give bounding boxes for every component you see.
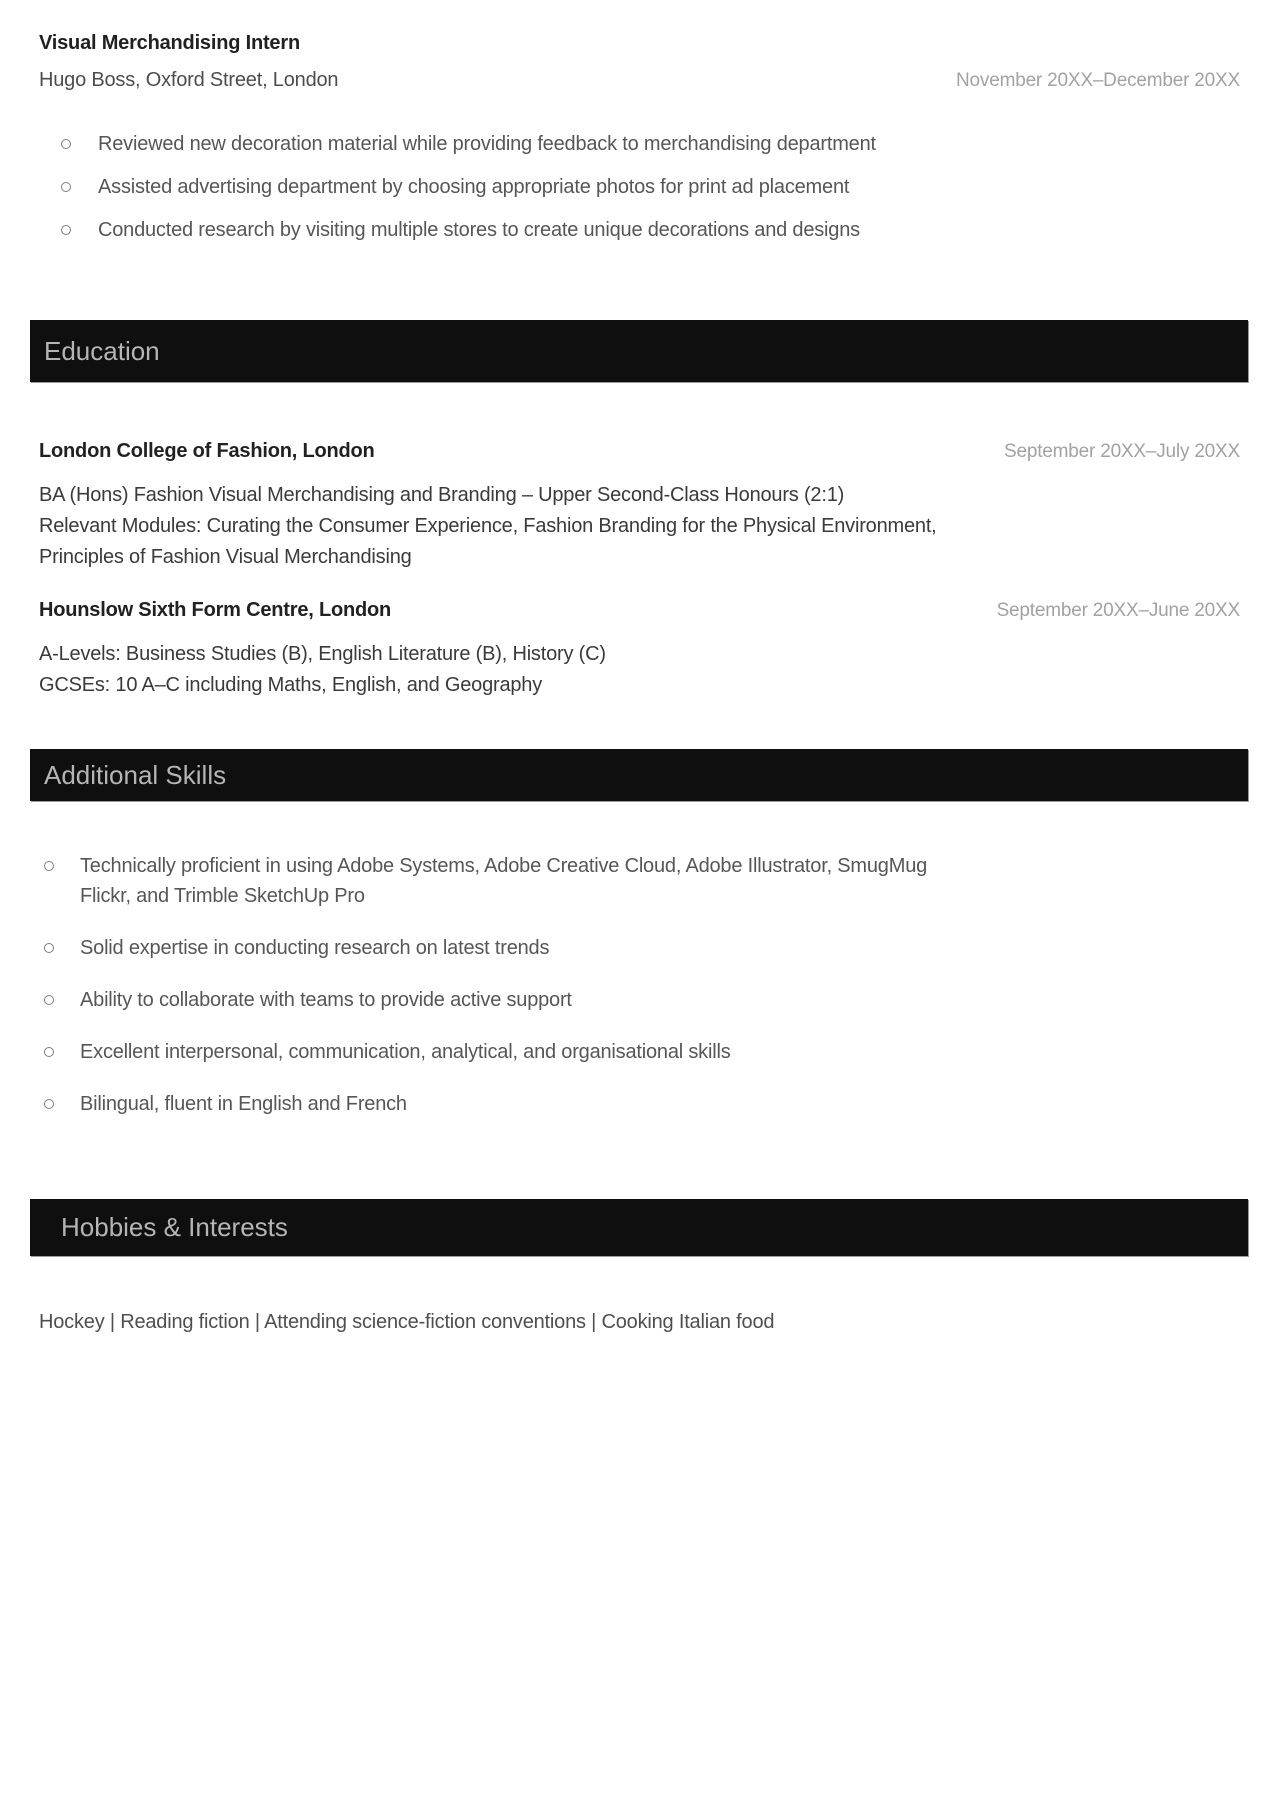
education-dates: September 20XX–July 20XX xyxy=(1003,441,1240,462)
skill-bullet: Bilingual, fluent in English and French xyxy=(80,1093,407,1115)
skill-bullet xyxy=(80,851,927,911)
education-detail-line: A-Levels: Business Studies (B), English Literature (B), History (C) xyxy=(39,643,606,665)
bullet-icon xyxy=(61,139,71,149)
hobbies-line: Hockey | Reading fiction | Attending science-fiction conventions | Cooking Italian food xyxy=(39,1311,775,1333)
section-heading: Hobbies & Interests xyxy=(61,1212,288,1242)
bullet-icon xyxy=(44,943,54,953)
hobbies-section-header xyxy=(30,1199,1248,1256)
skill-line: Technically proficient in using Adobe Systems, Adobe Creative Cloud, Adobe Illustrator, SmugMug xyxy=(80,855,928,877)
experience-bullet-list xyxy=(39,129,1248,245)
skill-bullet: Ability to collaborate with teams to provide active support xyxy=(80,989,572,1011)
company-row xyxy=(39,67,1248,94)
education-details xyxy=(39,639,1248,701)
bullet-icon xyxy=(44,995,54,1005)
list-item xyxy=(39,1037,1248,1067)
experience-bullet: Conducted research by visiting multiple stores to create unique decorations and designs xyxy=(98,219,860,241)
education-section-header xyxy=(30,320,1248,382)
experience-bullet: Reviewed new decoration material while providing feedback to merchandising department xyxy=(98,133,876,155)
bullet-icon xyxy=(61,182,71,192)
education-detail-line: Principles of Fashion Visual Merchandising xyxy=(39,546,412,568)
school-name: London College of Fashion, London xyxy=(39,440,375,462)
school-row xyxy=(39,438,1248,465)
list-item xyxy=(39,851,1248,911)
list-item xyxy=(39,985,1248,1015)
education-entry xyxy=(39,438,1248,573)
education-detail-line: BA (Hons) Fashion Visual Merchandising and Branding – Upper Second-Class Honours (2:1) xyxy=(39,484,845,506)
list-item xyxy=(39,1089,1248,1119)
experience-bullet: Assisted advertising department by choosing appropriate photos for print ad placement xyxy=(98,176,850,198)
skill-line: Flickr, and Trimble SketchUp Pro xyxy=(80,885,365,907)
list-item xyxy=(39,933,1248,963)
list-item xyxy=(39,129,1248,159)
school-row xyxy=(39,597,1248,624)
education-details xyxy=(39,480,1248,573)
skill-bullet: Solid expertise in conducting research on latest trends xyxy=(80,937,550,959)
section-heading: Additional Skills xyxy=(44,759,227,790)
skill-bullet: Excellent interpersonal, communication, analytical, and organisational skills xyxy=(80,1041,731,1063)
education-dates: September 20XX–June 20XX xyxy=(996,600,1240,621)
education-entry xyxy=(39,597,1248,701)
bullet-icon xyxy=(44,1099,54,1109)
list-item xyxy=(39,215,1248,245)
education-detail-line: Relevant Modules: Curating the Consumer Experience, Fashion Branding for the Physical Environment, xyxy=(39,515,937,537)
section-heading: Education xyxy=(44,335,160,366)
company-name: Hugo Boss, Oxford Street, London xyxy=(39,69,339,91)
job-dates: November 20XX–December 20XX xyxy=(956,70,1240,91)
bullet-icon xyxy=(44,861,54,871)
job-title: Visual Merchandising Intern xyxy=(39,32,300,54)
list-item xyxy=(39,172,1248,202)
skills-section-header xyxy=(30,749,1248,801)
education-detail-line: GCSEs: 10 A–C including Maths, English, and Geography xyxy=(39,674,543,696)
bullet-icon xyxy=(44,1047,54,1057)
school-name: Hounslow Sixth Form Centre, London xyxy=(39,599,392,621)
bullet-icon xyxy=(61,225,71,235)
skills-bullet-list xyxy=(39,851,1248,1119)
